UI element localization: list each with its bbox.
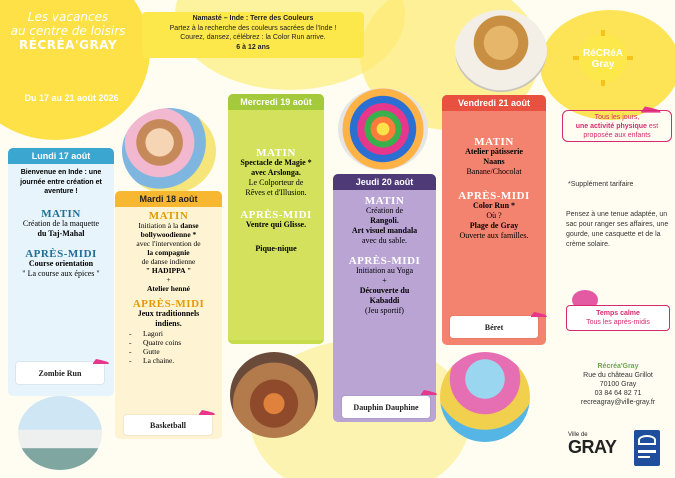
- photo-taj-mahal: [18, 396, 102, 470]
- friday-a4: Ouverte aux familles.: [459, 231, 529, 240]
- monday-matin-line-2: du Taj-Mahal: [37, 228, 85, 238]
- wednesday-a2: Pique-nique: [255, 244, 297, 253]
- card-thursday-header: Jeudi 20 août: [333, 174, 436, 190]
- tuesday-m3b: de danse indienne: [141, 257, 196, 266]
- monday-am-heading: APRÈS-MIDI: [25, 247, 97, 260]
- list-item: - La chaine.: [143, 356, 218, 365]
- monday-intro: Bienvenue en Inde : une journée entre création et aventure !: [20, 169, 102, 195]
- sneaker-icon: [530, 310, 548, 318]
- card-wednesday-header: Mercredi 19 août: [228, 94, 324, 110]
- tuesday-m5: +: [166, 275, 171, 284]
- monday-am-line-1: Course orientation: [28, 258, 94, 268]
- card-tuesday: [115, 191, 222, 439]
- tuesday-m4: " HADIPPA ": [145, 266, 192, 275]
- tuesday-matin-heading: MATIN: [148, 210, 189, 222]
- caf-bar-icon: [638, 450, 656, 453]
- wednesday-m1: Spectacle de Magie *: [240, 158, 312, 167]
- photo-holi-family: [122, 108, 216, 194]
- friday-m3: Banane/Chocolat: [466, 167, 522, 176]
- wednesday-m3: Le Colporteur de: [248, 178, 304, 187]
- monday-footer: Zombie Run: [16, 362, 104, 384]
- calm-time-box: [566, 305, 670, 331]
- thursday-a2: +: [382, 276, 387, 285]
- wednesday-m4: Rêves et d'Illusion.: [245, 188, 307, 197]
- card-tuesday-header: Mardi 18 août: [115, 191, 222, 207]
- list-item: - Gutte: [143, 347, 218, 356]
- list-item: - Lagori: [143, 329, 218, 338]
- thursday-m3: Art visuel mandala: [351, 226, 418, 235]
- intro-line-2: Courez, dansez, célébrez : la Color Run arrive.: [180, 34, 326, 41]
- calm-sub: Tous les après-midis: [586, 319, 650, 326]
- tuesday-m1b: danse bollywoodienne *: [140, 221, 199, 239]
- caf-mark-icon: [638, 435, 656, 445]
- tuesday-footer: Basketball: [124, 415, 212, 435]
- title-line-2: au centre de loisirs: [10, 24, 126, 38]
- friday-a1: Color Run *: [472, 201, 516, 210]
- card-monday-header: Lundi 17 août: [8, 148, 114, 164]
- contact-phone: 03 84 64 82 71: [594, 390, 642, 397]
- tuesday-m6: Atelier henné: [147, 284, 190, 293]
- card-thursday: [333, 174, 436, 422]
- daily-line-3: est proposée aux enfants: [583, 123, 659, 139]
- monday-matin-heading: MATIN: [41, 207, 81, 220]
- daily-line-2: une activité physique: [575, 123, 647, 130]
- caf-logo: [634, 430, 660, 466]
- card-friday: [442, 95, 546, 345]
- thursday-m1: Création de: [365, 206, 404, 215]
- tuesday-m2: avec l'intervention de: [136, 239, 201, 248]
- monday-matin-line-1: Création de la maquette: [22, 218, 100, 228]
- tuesday-a2: indiens.: [155, 319, 182, 328]
- contact-email: recreagray@ville-gray.fr: [580, 399, 656, 406]
- contact-name: Récréa'Gray: [597, 363, 639, 370]
- thursday-a1: Initiation au Yoga: [355, 266, 414, 275]
- sneaker-icon: [420, 388, 438, 396]
- wednesday-am-heading: APRÈS-MIDI: [240, 209, 312, 221]
- intro-title: Namasté – Inde : Terre des Couleurs: [192, 15, 314, 22]
- card-friday-header: Vendredi 21 août: [442, 95, 546, 111]
- daily-line-1: Tous les jours,: [594, 114, 640, 121]
- intro-ages: 6 à 12 ans: [236, 43, 270, 51]
- thursday-m4: avec du sable.: [361, 236, 408, 245]
- ville-big: GRAY: [568, 437, 617, 457]
- advice-note: Pensez à une tenue adaptée, un sac pour ranger ses affaires, une gourde, une casquette et de la crème solaire.: [566, 211, 669, 248]
- thursday-a5: (Jeu sportif): [365, 306, 404, 315]
- wednesday-matin-heading: MATIN: [256, 147, 296, 159]
- logo-text: RéCRéA Gray: [582, 48, 623, 70]
- caf-bar2-icon: [638, 456, 650, 458]
- intro-line-1: Partez à la recherche des couleurs sacrées de l'Inde !: [169, 24, 337, 32]
- title-block: [8, 10, 128, 52]
- recrea-logo: [568, 30, 638, 86]
- friday-a3: Plage de Gray: [469, 221, 519, 230]
- thursday-a3: Découverte du: [359, 286, 410, 295]
- dates: Du 17 au 21 août 2026: [24, 93, 119, 103]
- photo-color-run: [440, 352, 530, 442]
- friday-m2: Naans: [483, 157, 505, 166]
- tuesday-m1: Initiation à la: [138, 221, 179, 230]
- supplement-note: *Supplément tarifaire: [568, 181, 634, 188]
- tuesday-a1: Jeux traditionnels: [137, 309, 200, 318]
- photo-temple-dance: [230, 352, 318, 438]
- intro-box: [142, 12, 364, 58]
- daily-activity-note: [562, 110, 672, 142]
- friday-a2: Où ?: [486, 211, 502, 220]
- thursday-m2: Rangoli.: [370, 216, 399, 225]
- contact-address: Rue du château Grillot: [583, 372, 653, 379]
- thursday-footer: Dauphin Dauphine: [342, 396, 430, 418]
- photo-rangoli: [338, 88, 428, 170]
- card-wednesday: [228, 94, 324, 344]
- friday-matin-heading: MATIN: [474, 136, 514, 148]
- title-brand: RÉCRÉA'GRAY: [18, 38, 118, 52]
- friday-am-heading: APRÈS-MIDI: [458, 190, 530, 202]
- tuesday-m3: la compagnie: [147, 248, 190, 257]
- wednesday-a1: Ventre qui Glisse.: [245, 220, 307, 229]
- tuesday-games-list: [119, 329, 218, 365]
- calm-title: Temps calme: [596, 310, 640, 317]
- title-line-1: Les vacances: [27, 10, 109, 24]
- friday-footer: Béret: [450, 316, 538, 338]
- thursday-am-heading: APRÈS-MIDI: [348, 255, 421, 267]
- list-item: - Quatre coins: [143, 338, 218, 347]
- contact-city: 70100 Gray: [599, 381, 637, 388]
- friday-m1: Atelier pâtisserie: [465, 147, 523, 156]
- ville-small: Ville de: [568, 432, 588, 438]
- tuesday-am-heading: APRÈS-MIDI: [132, 298, 205, 310]
- photo-naan: [455, 10, 547, 92]
- monday-am-line-2: " La course aux épices ": [22, 268, 100, 278]
- thursday-matin-heading: MATIN: [364, 195, 405, 207]
- ville-gray-logo: [568, 432, 620, 466]
- sneaker-icon: [92, 357, 110, 365]
- wednesday-m2: avec Arslonga.: [251, 168, 301, 177]
- sneaker-icon: [198, 408, 216, 416]
- thursday-a4: Kabaddi: [369, 296, 400, 305]
- contact-block: [566, 362, 670, 407]
